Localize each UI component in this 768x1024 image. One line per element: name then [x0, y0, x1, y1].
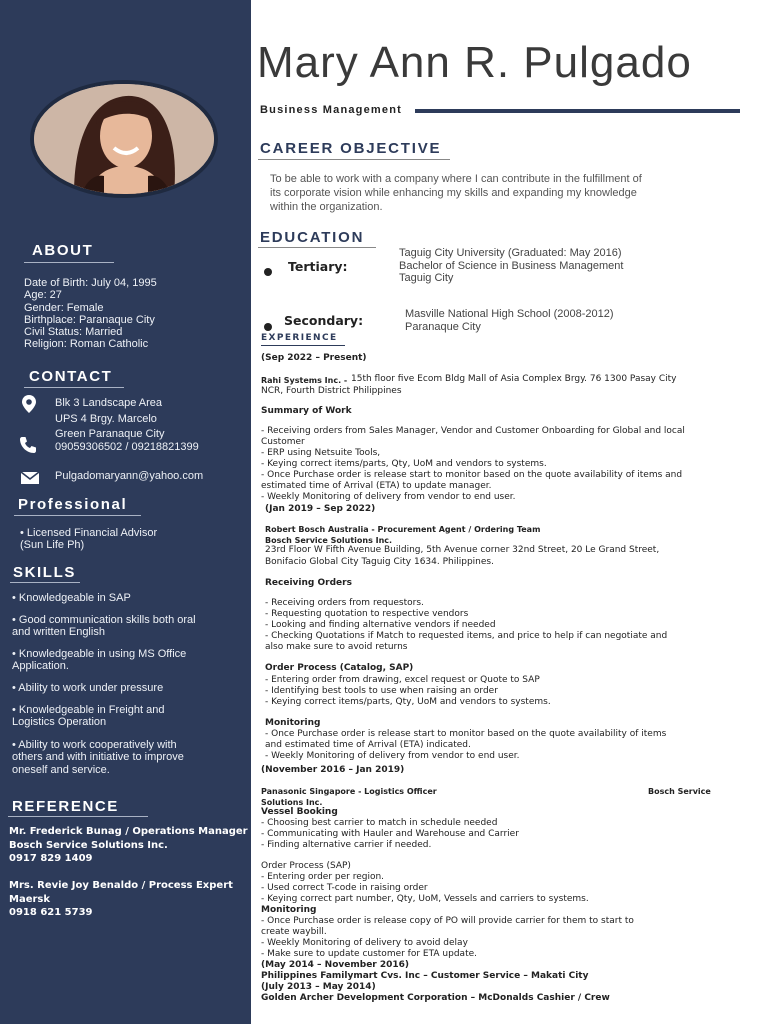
experience-subheading: Order Process (SAP)	[261, 861, 351, 871]
about-line: Age: 27	[24, 289, 62, 302]
about-line: Civil Status: Married	[24, 326, 123, 339]
experience-subheading: Monitoring	[265, 718, 321, 728]
reference-list	[9, 825, 248, 920]
experience-line: - Weekly Monitoring of delivery from vendor to end user.	[265, 751, 520, 761]
career-objective-rule	[258, 159, 450, 160]
skill-line: Application.	[12, 660, 69, 673]
experience-company: Rahi Systems Inc. -	[261, 376, 348, 385]
tertiary-details	[399, 247, 623, 285]
reference-line: Maersk	[9, 893, 51, 905]
contact-address	[55, 396, 164, 443]
experience-date: (Sep 2022 – Present)	[261, 353, 367, 363]
experience-line: - Used correct T-code in raising order	[261, 883, 428, 893]
about-rule	[24, 262, 114, 263]
skill-line: • Knowledgeable in Freight and	[12, 704, 165, 716]
skill-item	[12, 704, 164, 729]
skill-line: oneself and service.	[12, 763, 110, 776]
title-bar	[415, 109, 740, 113]
experience-line: create waybill.	[261, 927, 327, 937]
secondary-line: Paranaque City	[405, 320, 481, 333]
experience-line: 23rd Floor W Fifth Avenue Building, 5th Avenue corner 32nd Street, 20 Le Grand Street,	[265, 545, 660, 555]
experience-subheading: Vessel Booking	[261, 807, 338, 817]
education-rule	[258, 247, 376, 248]
experience-company: Solutions Inc.	[261, 798, 323, 807]
contact-email[interactable]: Pulgadomaryann@yahoo.com	[55, 470, 204, 482]
experience-subheading: Summary of Work	[261, 406, 352, 416]
professional-line: • Licensed Financial Advisor	[20, 527, 158, 539]
experience-line: - Communicating with Hauler and Warehouse and Carrier	[261, 829, 519, 839]
professional-line: (Sun Life Ph)	[20, 539, 85, 552]
experience-line: - Identifying best tools to use when raising an order	[265, 686, 498, 696]
reference-line: Mr. Frederick Bunag / Operations Manager	[9, 826, 248, 837]
experience-date: (Jan 2019 – Sep 2022)	[265, 504, 376, 514]
address-line: Green Paranaque City	[55, 428, 165, 440]
objective-line: its corporate vision while enhancing my skills and expanding my knowledge	[270, 187, 637, 199]
experience-line: - Weekly Monitoring of delivery to avoid delay	[261, 938, 468, 948]
experience-line: - Make sure to update customer for ETA update.	[261, 949, 477, 959]
experience-company: Bosch Service Solutions Inc.	[265, 536, 393, 545]
skill-line: • Good communication skills both oral	[12, 614, 196, 626]
reference-line: Bosch Service Solutions Inc.	[9, 839, 168, 851]
experience-line: - Checking Quotations if Match to requested items, and price to help if can negotiate and	[265, 631, 668, 641]
experience-line: Customer	[261, 437, 305, 447]
experience-line: - Entering order per region.	[261, 872, 385, 882]
experience-line: - Keying correct items/parts, Qty, UoM and vendors to systems.	[261, 459, 547, 469]
experience-line: and estimated time of Arrival (ETA) indicated.	[265, 740, 471, 750]
reference-line: 0918 621 5739	[9, 907, 93, 918]
tertiary-line: Taguig City	[399, 272, 454, 284]
profile-photo	[30, 80, 218, 198]
about-heading: ABOUT	[32, 242, 94, 259]
experience-line: - ERP using Netsuite Tools,	[261, 448, 381, 458]
experience-line: - Choosing best carrier to match in schedule needed	[261, 818, 498, 828]
tertiary-line: Taguig City University (Graduated: May 2016)	[399, 247, 622, 259]
skills-rule	[10, 582, 80, 583]
experience-line: Bonifacio Global City Taguig City 1634. Philippines.	[265, 557, 494, 567]
secondary-label: Secondary:	[284, 313, 364, 328]
experience-company: Robert Bosch Australia - Procurement Agent / Ordering Team	[265, 525, 541, 534]
experience-line: - Keying correct part number, Qty, UoM, Vessels and carriers to systems.	[261, 894, 589, 904]
experience-line: - Receiving orders from requestors.	[265, 598, 424, 608]
phone-icon	[18, 435, 38, 455]
skill-item	[12, 648, 186, 673]
experience-heading: EXPERIENCE	[261, 333, 338, 343]
about-line: Gender: Female	[24, 301, 104, 314]
skill-line: • Ability to work cooperatively with	[12, 739, 177, 751]
contact-heading: CONTACT	[29, 368, 113, 385]
reference-line: 0917 829 1409	[9, 853, 93, 864]
envelope-icon	[20, 468, 40, 488]
skill-item	[12, 614, 196, 639]
experience-line: - Entering order from drawing, excel request or Quote to SAP	[265, 675, 540, 685]
professional-rule	[14, 515, 141, 516]
address-line: UPS 4 Brgy. Marcelo	[55, 412, 157, 425]
about-line: Religion: Roman Catholic	[24, 338, 149, 351]
experience-line: - Once Purchase order is release start to monitor based on the quote availability of items and	[261, 470, 683, 480]
objective-line: within the organization.	[270, 201, 383, 213]
career-objective-text	[270, 172, 725, 214]
experience-subheading: Receiving Orders	[265, 578, 352, 588]
skill-item	[12, 682, 163, 694]
experience-line: 15th floor five Ecom Bldg Mall of Asia Complex Brgy. 76 1300 Pasay City	[351, 374, 677, 384]
skill-line: • Knowledgeable in SAP	[12, 592, 131, 604]
reference-rule	[8, 816, 148, 817]
experience-line: - Finding alternative carrier if needed.	[261, 840, 432, 850]
skill-line: • Ability to work under pressure	[12, 682, 164, 694]
experience-subheading: Monitoring	[261, 905, 317, 915]
about-line: Date of Birth: July 04, 1995	[24, 277, 157, 289]
career-objective-heading: CAREER OBJECTIVE	[260, 140, 442, 157]
experience-line: - Requesting quotation to respective vendors	[265, 609, 469, 619]
experience-line: - Receiving orders from Sales Manager, Vendor and Customer Onboarding for Global and local	[261, 426, 685, 436]
skill-item	[12, 592, 131, 604]
skills-heading: SKILLS	[13, 564, 76, 581]
reference-line: Mrs. Revie Joy Benaldo / Process Expert	[9, 880, 233, 891]
reference-spacer	[9, 866, 248, 880]
reference-heading: REFERENCE	[12, 798, 119, 815]
secondary-line: Masville National High School (2008-2012)	[405, 308, 614, 320]
experience-line: - Once Purchase order is release copy of PO will provide carrier for them to start to	[261, 916, 634, 926]
secondary-details	[405, 308, 614, 333]
experience-rule	[261, 345, 345, 346]
experience-line: - Weekly Monitoring of delivery from vendor to end user.	[261, 492, 516, 502]
skill-item	[12, 739, 184, 776]
tertiary-label: Tertiary:	[288, 259, 348, 274]
sidebar	[0, 0, 251, 1024]
location-pin-icon	[19, 394, 39, 414]
skill-line: and written English	[12, 626, 105, 639]
secondary-bullet	[264, 323, 272, 331]
experience-subheading: Order Process (Catalog, SAP)	[265, 663, 414, 673]
experience-date: (July 2013 – May 2014)	[261, 982, 376, 992]
about-details	[24, 277, 157, 351]
experience-line: - Once Purchase order is release start to monitor based on the quote availability of items	[265, 729, 667, 739]
contact-rule	[24, 387, 124, 388]
about-line: Birthplace: Paranaque City	[24, 313, 155, 326]
experience-company: Panasonic Singapore - Logistics Officer	[261, 787, 437, 796]
objective-line: To be able to work with a company where I can contribute in the fulfillment of	[270, 173, 642, 185]
education-heading: EDUCATION	[260, 229, 365, 246]
skill-line: others and with initiative to improve	[12, 751, 184, 764]
experience-company: Philippines Familymart Cvs. Inc – Customer Service – Makati City	[261, 971, 589, 981]
experience-line: NCR, Fourth District Philippines	[261, 386, 402, 396]
address-line: Blk 3 Landscape Area	[55, 397, 163, 409]
skill-line: Logistics Operation	[12, 716, 107, 729]
experience-date: (May 2014 – November 2016)	[261, 960, 410, 970]
person-title: Business Management	[260, 104, 403, 116]
skill-line: • Knowledgeable in using MS Office	[12, 648, 187, 660]
person-name: Mary Ann R. Pulgado	[257, 38, 692, 87]
experience-date: (November 2016 – Jan 2019)	[261, 765, 405, 775]
professional-details	[20, 527, 157, 552]
contact-phone[interactable]: 09059306502 / 09218821399	[55, 441, 199, 453]
tertiary-line: Bachelor of Science in Business Management	[399, 259, 624, 272]
experience-line: also make sure to avoid returns	[265, 642, 408, 652]
tertiary-bullet	[264, 268, 272, 276]
experience-company: Golden Archer Development Corporation – McDonalds Cashier / Crew	[261, 993, 610, 1003]
professional-heading: Professional	[18, 496, 128, 513]
experience-line: - Looking and finding alternative vendors if needed	[265, 620, 496, 630]
experience-line: estimated time of Arrival (ETA) to update manager.	[261, 481, 492, 491]
experience-company: Bosch Service	[648, 787, 711, 796]
experience-line: - Keying correct items/parts, Qty, UoM and vendors to systems.	[265, 697, 551, 707]
